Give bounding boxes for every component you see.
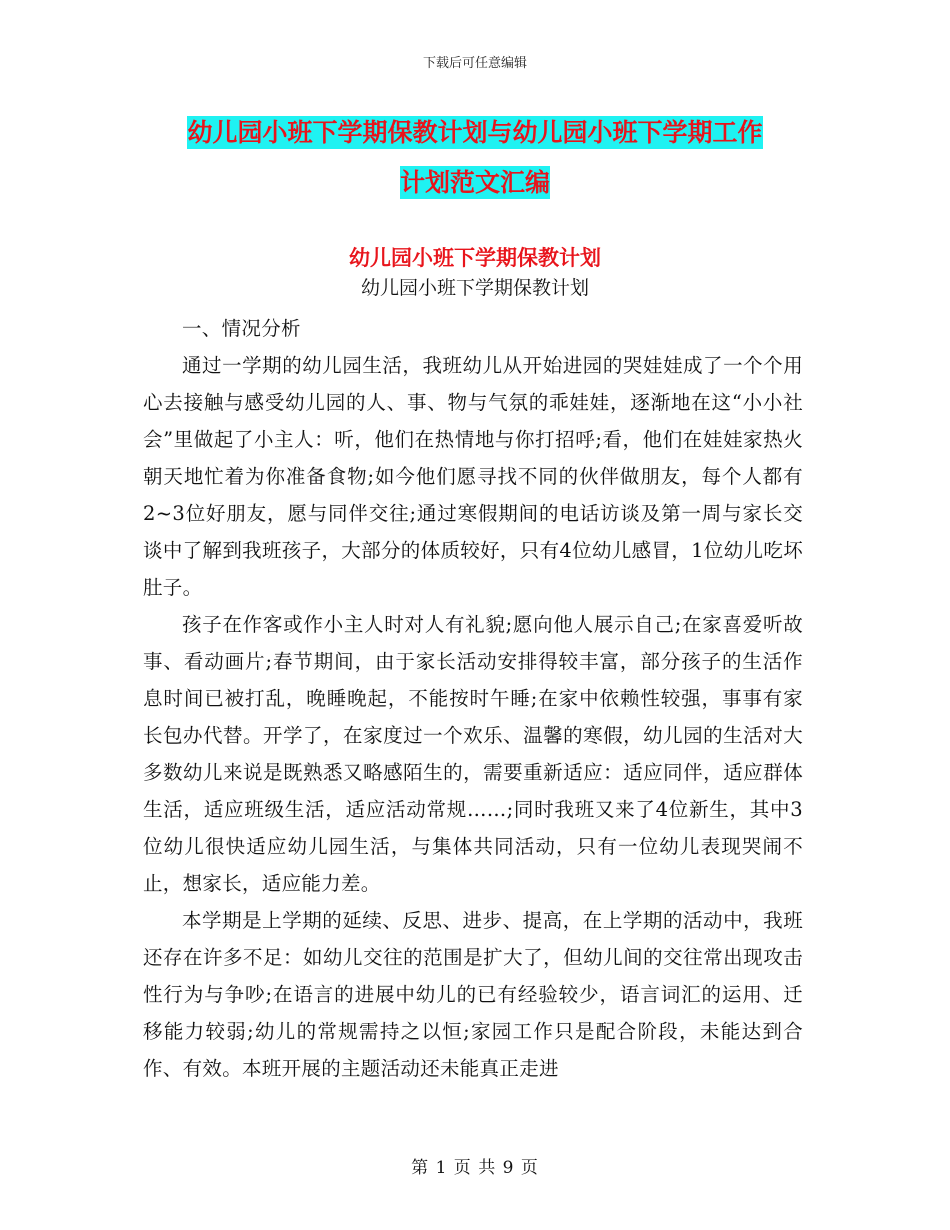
section-title: 幼儿园小班下学期保教计划 <box>349 246 601 270</box>
header-note: 下载后可任意编辑 <box>422 56 527 71</box>
paragraph-2: 孩子在作客或作小主人时对人有礼貌;愿向他人展示自己;在家喜爱听故事、看动画片;春节期间，由于家长活动安排得较丰富，部分孩子的生活作息时间已被打乱，晚睡晚起，不能按时午睡;在家中依赖性较强，事事有家长包办代替。开学了，在家度过一个欢乐、温馨的寒假，幼儿园的生活对大多数幼儿来说是既熟悉又略感陌生的，需要重新适应：适应同伴，适应群体生活，适应班级生活，适应活动常规……;同时我班又来了4位新生，其中3位幼儿很快适应幼儿园生活，与集体共同活动，只有一位幼儿表现哭闹不止，想家长，适应能力差。 <box>143 613 803 895</box>
paragraph-3: 本学期是上学期的延续、反思、进步、提高，在上学期的活动中，我班还存在许多不足：如幼儿交往的范围是扩大了，但幼儿间的交往常出现攻击性行为与争吵;在语言的进展中幼儿的已有经验较少，语言词汇的运用、迁移能力较弱;幼儿的常规需持之以恒;家园工作只是配合阶段，未能达到合作、有效。本班开展的主题活动还未能真正走进 <box>143 909 803 1080</box>
section-subtitle: 幼儿园小班下学期保教计划 <box>360 277 589 299</box>
heading-situation-analysis: 一、情况分析 <box>182 317 301 340</box>
document-title-line-1: 幼儿园小班下学期保教计划与幼儿园小班下学期工作 <box>187 118 763 147</box>
paragraph-1: 通过一学期的幼儿园生活，我班幼儿从开始进园的哭娃娃成了一个个用心去接触与感受幼儿园的人、事、物与气氛的乖娃娃，逐渐地在这“小小社会”里做起了小主人：听，他们在热情地与你打招呼;看，他们在娃娃家热火朝天地忙着为你准备食物;如今他们愿寻找不同的伙伴做朋友，每个人都有2~3位好朋友，愿与同伴交往;通过寒假期间的电话访谈及第一周与家长交谈中了解到我班孩子，大部分的体质较好，只有4位幼儿感冒，1位幼儿吃坏肚子。 <box>143 354 803 599</box>
page-footer: 第 1 页 共 9 页 <box>411 1158 539 1178</box>
document-title <box>0 108 950 208</box>
body-text <box>143 310 803 1087</box>
document-title-line-2: 计划范文汇编 <box>399 168 550 197</box>
